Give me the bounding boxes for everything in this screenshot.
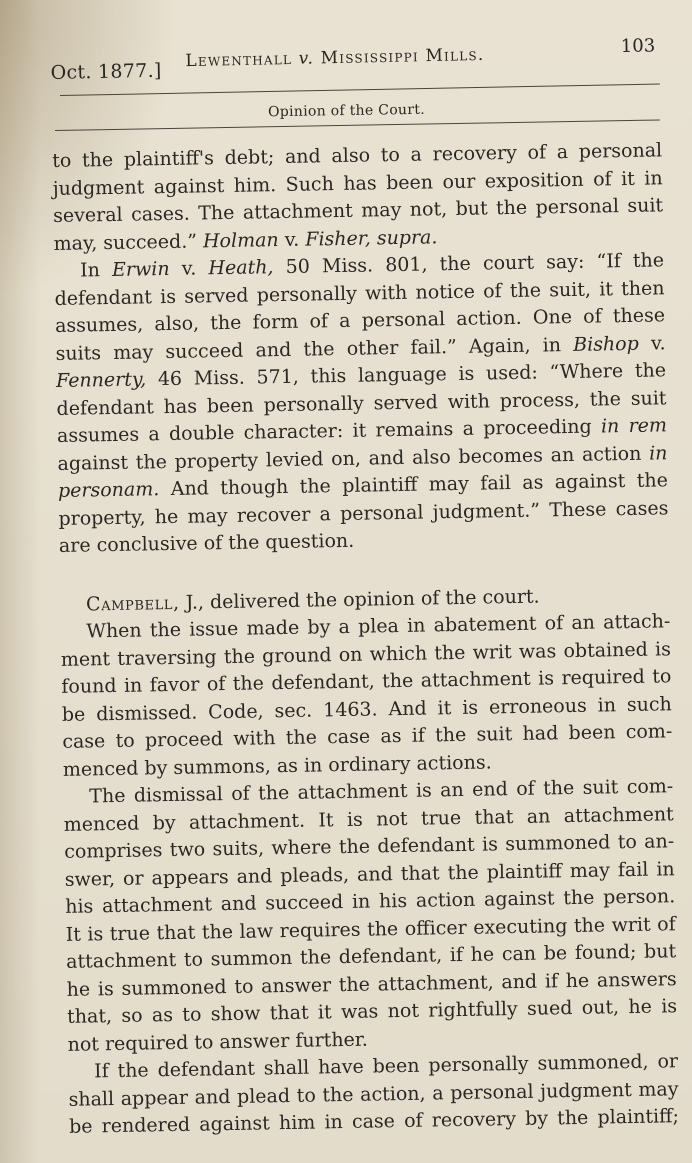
text-line: several cases. The attachment may not, but the personal suit: [52, 194, 664, 227]
page-number: 103: [620, 35, 656, 58]
text-line: swer, or appears and pleads, and that the plaintiff may fail in: [64, 857, 675, 891]
text-fragment: 50 Miss. 801, the court say: “If the: [285, 249, 665, 278]
header-rule-bottom: [55, 119, 660, 131]
page-body: [52, 137, 679, 1141]
opinion-of-court: [60, 581, 680, 1142]
text-line: It is true that the law requires the officer executing the writ of: [65, 912, 676, 946]
latin-term-italic: in rem: [600, 414, 668, 438]
text-line: be dismissed. Code, sec. 1463. And it is erroneous in such: [61, 692, 672, 726]
text-line: ment traversing the ground on which the writ was obtained is: [60, 637, 672, 671]
header-date: Oct. 1877.]: [50, 59, 162, 84]
case-name-italic: Heath,: [208, 256, 274, 280]
running-header: [50, 31, 656, 84]
case-title-versus: v.: [298, 48, 315, 69]
case-title-party2: Mississippi Mills.: [320, 44, 485, 69]
text-line: he is summoned to answer the attachment, and if he answers: [66, 967, 677, 1001]
case-name-italic: Fennerty,: [55, 368, 147, 392]
text-line: If the defendant shall have been personally summoned, or: [93, 1050, 679, 1083]
text-fragment: v.: [181, 257, 197, 280]
text-fragment: may, succeed.”: [53, 229, 198, 255]
text-line: The dismissal of the attachment is an end of the suit com-: [89, 775, 674, 808]
text-fragment: 46 Miss. 571, this language is used: “Where the: [157, 359, 667, 391]
text-line: defendant is served personally with notice of the suit, it then: [54, 276, 665, 310]
text-fragment: And though the plaintiff may fail as against the: [170, 469, 669, 500]
header-rule-top: [60, 83, 660, 96]
text-line: property, he may recover a personal judgment.” These cases: [58, 496, 669, 530]
text-line: not required to answer further.: [67, 1028, 369, 1056]
text-line: to the plaintiff's debt; and also to a recovery of a personal: [52, 139, 663, 172]
text-fragment: against the property levied on, and also becomes an action: [57, 442, 642, 475]
latin-term-italic: in: [648, 441, 668, 465]
text-line: assumes, also, the form of a personal action. One of these: [54, 304, 666, 337]
text-line: that, so as to show that it was not rightfully sued out, he is: [66, 995, 678, 1028]
text-fragment: v.: [650, 331, 666, 355]
text-line: his attachment and succeed in his action against the person.: [65, 885, 676, 918]
text-line: found in favor of the defendant, the attachment is required to: [61, 665, 672, 698]
text-line: judgment against him. Such has been our exposition of it in: [52, 166, 663, 200]
text-line: comprises two suits, where the defendant is summoned to an-: [64, 830, 675, 863]
text-fragment: J., delivered the opinion of the court.: [185, 585, 540, 614]
text-fragment: assumes a double character: it remains a proceeding: [56, 415, 592, 447]
case-title: [185, 45, 484, 71]
paragraph-quotes: [54, 247, 669, 560]
text-line: defendant has been personally served with process, the suit: [56, 386, 667, 420]
judge-name: Campbell,: [85, 591, 180, 615]
text-fragment: v.: [284, 228, 300, 251]
text-line: are conclusive of the question.: [58, 529, 355, 557]
case-name-italic: Fisher, supra.: [305, 225, 438, 251]
paragraph-continued: [52, 137, 664, 258]
case-title-party1: Lewenthall: [185, 48, 293, 72]
text-line: When the issue made by a plea in abatement of an attach-: [86, 610, 671, 643]
text-line: shall appear and plead to the action, a personal judgment may: [68, 1077, 679, 1111]
latin-term-italic: personam.: [57, 478, 160, 502]
case-name-italic: Bishop: [572, 332, 639, 356]
text-line: menced by summons, as in ordinary actions.: [62, 750, 492, 781]
text-line: be rendered against him in case of recovery by the plaintiff;: [68, 1105, 680, 1138]
section-subheading: Opinion of the Court.: [267, 101, 426, 121]
text-line: menced by attachment. It is not true that an attachment: [63, 802, 674, 836]
text-fragment: In: [79, 259, 101, 282]
case-name-italic: Holman: [202, 228, 279, 252]
text-fragment: suits may succeed and the other fail.” Again, in: [55, 333, 562, 365]
text-line: attachment to summon the defendant, if he can be found; but: [66, 940, 677, 973]
case-name-italic: Erwin: [111, 257, 170, 281]
text-line: case to proceed with the case as if the suit had been com-: [62, 720, 673, 753]
